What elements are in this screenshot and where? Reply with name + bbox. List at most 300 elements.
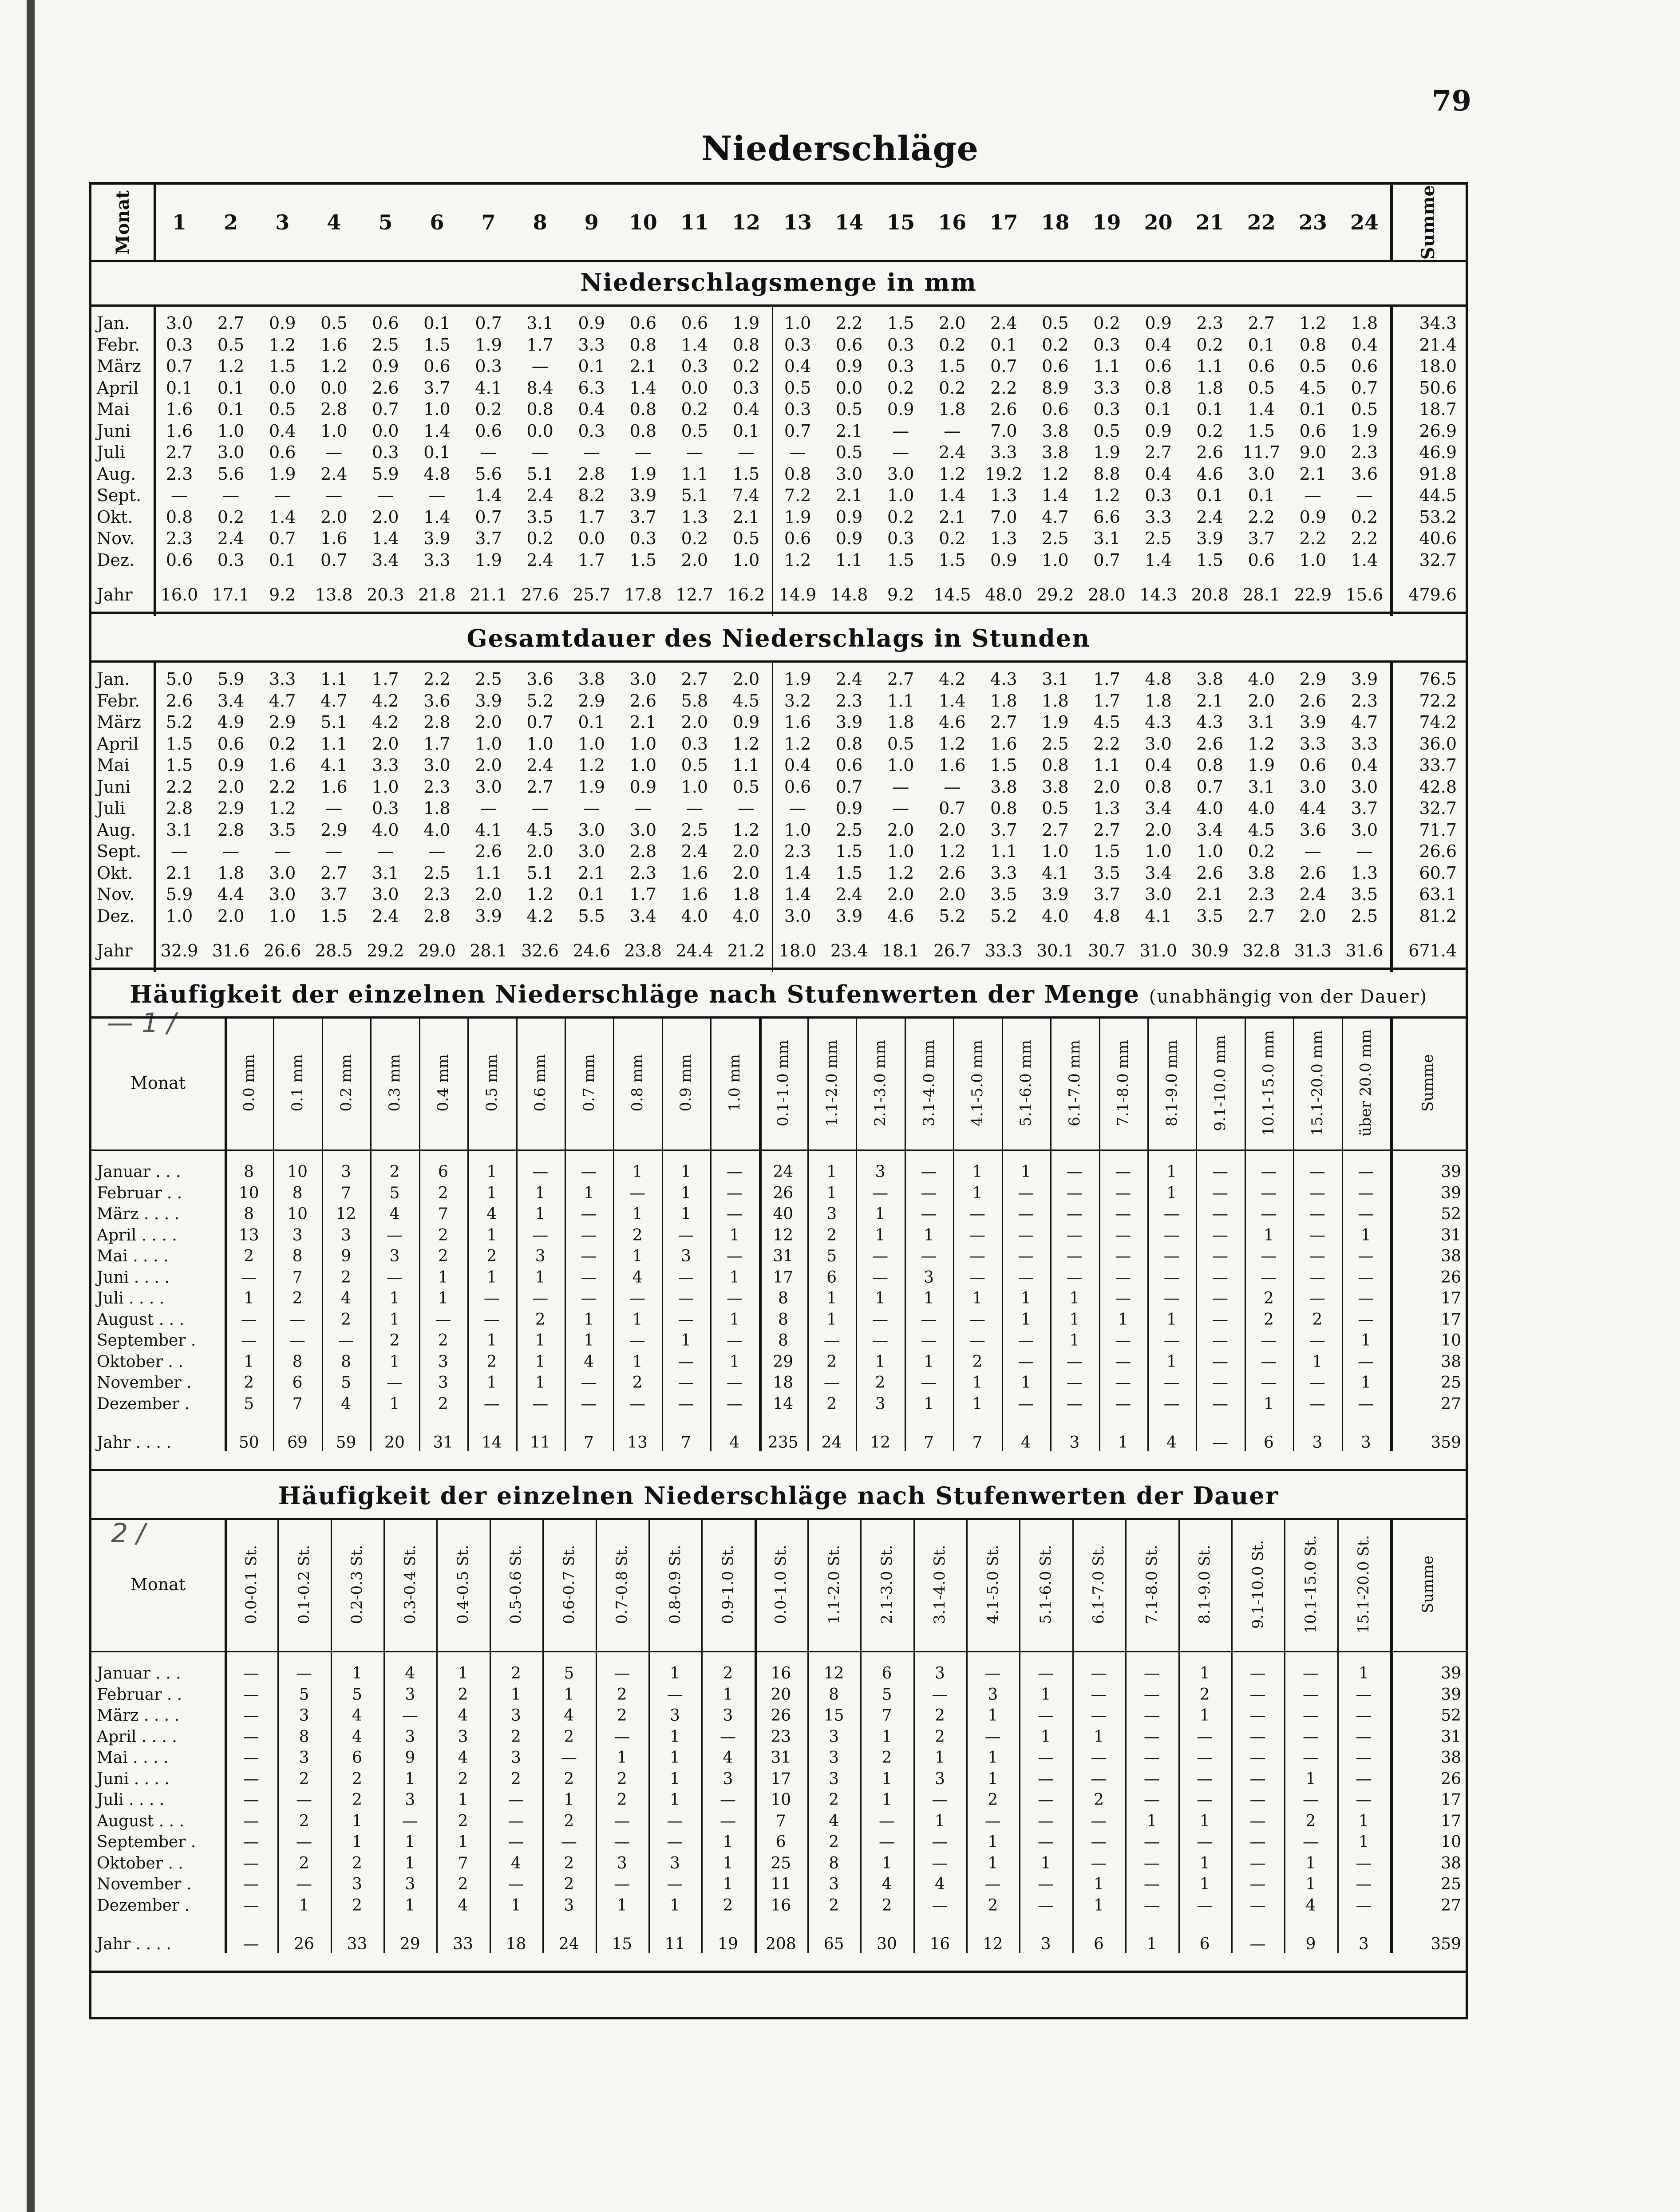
freq-duration-cell: — [243, 1875, 259, 1893]
amount-cell: 0.4 [1351, 335, 1378, 355]
duration-sum-cell: 26.6 [1419, 841, 1457, 861]
duration-cell: 3.9 [1351, 669, 1378, 689]
duration-rule [91, 660, 1466, 663]
duration-row [91, 669, 1466, 691]
freq-amount-cell: — [1163, 1268, 1180, 1287]
freq-duration-cell: 1 [988, 1854, 998, 1872]
amount-cell: 0.3 [784, 335, 811, 355]
freq-duration-month-label: März . . . . [97, 1706, 180, 1725]
freq-amount-cell: — [1358, 1289, 1374, 1307]
duration-cell: 2.0 [732, 863, 760, 883]
amount-cell: 6.6 [1093, 507, 1120, 527]
freq-duration-cell: 5 [299, 1685, 309, 1704]
amount-cell: 1.0 [320, 421, 348, 441]
duration-month-label: Okt. [97, 863, 133, 883]
freq-duration-head-col-label: 7.1-8.0 St. [1142, 1544, 1161, 1624]
freq-amount-cell: 8 [778, 1310, 788, 1329]
duration-cell: 1.2 [887, 863, 914, 883]
freq-duration-cell: — [1143, 1770, 1160, 1788]
amount-cell: 0.2 [681, 529, 708, 548]
amount-cell: 2.3 [166, 464, 193, 484]
amount-cell: 0.4 [1145, 335, 1172, 355]
duration-sum-cell: 60.7 [1419, 863, 1457, 883]
freq-duration-cell: — [243, 1812, 259, 1830]
freq-duration-cell: — [1143, 1664, 1160, 1683]
freq-duration-head-col [277, 1518, 330, 1651]
freq-amount-cell: 1 [584, 1184, 594, 1202]
freq-duration-head-col-label: 15.1-20.0 St. [1355, 1535, 1373, 1634]
duration-year-cell: 32.8 [1242, 941, 1281, 960]
freq-amount-sum-cell: 26 [1441, 1268, 1461, 1287]
freq-amount-head-col [1390, 1016, 1466, 1149]
freq-amount-month-label: April . . . . [97, 1226, 177, 1244]
freq-amount-sum-cell: 38 [1441, 1352, 1461, 1371]
amount-cell: 0.3 [784, 399, 811, 419]
duration-cell: 3.6 [526, 669, 553, 689]
freq-amount-head-col-label: 0.1 mm [289, 1054, 307, 1112]
duration-cell: 3.1 [372, 863, 399, 883]
freq-duration-year-cell: 12 [982, 1935, 1003, 1953]
freq-duration-cell: — [984, 1812, 1001, 1830]
amount-cell: 2.4 [939, 442, 966, 462]
freq-duration-cell: 1 [299, 1896, 309, 1915]
amount-cell: 0.3 [166, 335, 193, 355]
header-hour-23: 23 [1298, 210, 1327, 234]
duration-cell: 3.7 [1351, 798, 1378, 818]
amount-year-cell: 25.7 [573, 585, 610, 604]
freq-duration-cell: — [296, 1791, 312, 1809]
freq-amount-year-cell: — [1212, 1434, 1229, 1452]
freq-amount-subtitle: (unabhängig von der Dauer) [1149, 987, 1427, 1007]
freq-duration-head-col-label: 9.1-10.0 St. [1249, 1540, 1267, 1629]
freq-amount-cell: 1 [535, 1374, 546, 1392]
duration-cell: 4.7 [320, 691, 348, 711]
freq-duration-head-col-label: 0.7-0.8 St. [613, 1544, 631, 1624]
freq-duration-year-cell: 30 [877, 1935, 897, 1953]
duration-cell: 2.8 [423, 906, 451, 926]
duration-cell: 1.0 [166, 906, 193, 926]
freq-duration-cell: 4 [511, 1854, 521, 1872]
freq-duration-cell: — [1197, 1833, 1213, 1851]
freq-duration-cell: 1 [405, 1833, 415, 1851]
amount-cell: 2.7 [166, 442, 193, 462]
amount-cell: 7.0 [990, 421, 1017, 441]
freq-amount-cell: 3 [535, 1247, 546, 1265]
freq-duration-cell: — [1143, 1896, 1160, 1915]
freq-duration-cell: 1 [1358, 1664, 1369, 1683]
duration-cell: — [428, 841, 446, 861]
amount-cell: 3.9 [423, 529, 451, 548]
amount-sum-cell: 53.2 [1419, 507, 1457, 527]
duration-cell: 2.8 [166, 798, 193, 818]
duration-cell: 5.2 [166, 712, 193, 732]
freq-amount-year-cell: 20 [384, 1434, 405, 1452]
freq-duration-cell: 11 [771, 1875, 791, 1893]
duration-cell: 2.6 [629, 691, 656, 711]
freq-duration-cell: 17 [771, 1770, 791, 1788]
freq-duration-cell: 1 [352, 1664, 362, 1683]
duration-cell: — [892, 798, 909, 818]
freq-amount-cell: 1 [972, 1163, 983, 1181]
freq-amount-row [91, 1184, 1466, 1205]
freq-duration-cell: 2 [511, 1727, 521, 1746]
duration-cell: — [222, 841, 240, 861]
duration-cell: 3.9 [835, 906, 863, 926]
amount-cell: 2.7 [217, 313, 245, 333]
duration-cell: 2.3 [423, 777, 451, 797]
amount-cell: 2.4 [990, 313, 1017, 333]
freq-duration-cell: — [1038, 1664, 1054, 1683]
amount-cell: 0.9 [578, 313, 605, 333]
freq-amount-cell: 1 [924, 1352, 934, 1371]
duration-cell: 1.6 [784, 712, 811, 732]
freq-duration-head-col [966, 1518, 1019, 1651]
amount-cell: 3.3 [1093, 378, 1120, 398]
freq-duration-cell: — [1197, 1727, 1213, 1746]
freq-duration-cell: 2 [1305, 1812, 1316, 1830]
duration-cell: 5.5 [578, 906, 605, 926]
freq-duration-cell: 2 [1199, 1685, 1210, 1704]
amount-cell: 1.4 [372, 529, 399, 548]
duration-cell: 3.0 [629, 669, 656, 689]
scan-edge-shadow [27, 0, 35, 2212]
duration-cell: 4.5 [1093, 712, 1120, 732]
amount-cell: 2.5 [1145, 529, 1172, 548]
amount-cell: 0.8 [784, 464, 811, 484]
freq-amount-cell: — [1115, 1394, 1131, 1413]
freq-amount-month-label: Mai . . . . [97, 1247, 169, 1265]
amount-cell: 1.4 [1351, 550, 1378, 570]
amount-row [91, 507, 1466, 529]
duration-cell: 2.3 [1351, 691, 1378, 711]
freq-amount-head-col-label: 15.1-20.0 mm [1308, 1030, 1326, 1136]
amount-cell: 1.4 [1042, 486, 1069, 505]
duration-cell: 1.9 [784, 669, 811, 689]
amount-cell: 2.0 [320, 507, 348, 527]
freq-duration-head-col [1390, 1518, 1466, 1651]
duration-cell: 1.7 [423, 734, 451, 754]
duration-cell: 1.8 [1042, 691, 1069, 711]
amount-year-cell: 14.9 [779, 585, 817, 604]
header-hour-8: 8 [533, 210, 547, 234]
amount-cell: 4.1 [475, 378, 502, 398]
freq-amount-cell: — [386, 1226, 403, 1244]
freq-duration-head-col [807, 1518, 860, 1651]
amount-cell: — [480, 442, 497, 462]
duration-cell: — [171, 841, 188, 861]
freq-duration-cell: 3 [723, 1706, 733, 1725]
duration-cell: 1.4 [784, 863, 811, 883]
freq-duration-cell: — [1143, 1706, 1160, 1725]
amount-cell: 19.2 [985, 464, 1023, 484]
amount-cell: 1.4 [423, 507, 451, 527]
amount-cell: 1.5 [1248, 421, 1275, 441]
freq-duration-cell: 1 [670, 1749, 680, 1767]
freq-duration-cell: — [984, 1727, 1001, 1746]
amount-cell: 1.7 [578, 550, 605, 570]
amount-cell: 0.6 [1248, 550, 1275, 570]
amount-cell: 8.2 [578, 486, 605, 505]
freq-amount-cell: — [289, 1331, 306, 1350]
freq-amount-year-cell: 235 [767, 1434, 798, 1452]
freq-amount-head-col-label: 0.7 mm [580, 1054, 598, 1112]
freq-amount-month-label: Juni . . . . [97, 1268, 170, 1287]
amount-cell: 1.2 [1042, 464, 1069, 484]
freq-amount-cell: — [1212, 1205, 1229, 1223]
amount-cell: 0.1 [269, 550, 296, 570]
freq-amount-cell: 1 [826, 1163, 837, 1181]
amount-cell: 2.6 [372, 378, 399, 398]
freq-duration-cell: 25 [771, 1854, 791, 1872]
amount-cell: 0.2 [939, 378, 966, 398]
freq-duration-cell: 10 [771, 1791, 791, 1809]
freq-amount-cell: 3 [341, 1226, 351, 1244]
freq-duration-cell: 1 [988, 1770, 998, 1788]
freq-amount-cell: 10 [287, 1205, 308, 1223]
freq-amount-head-col-label: Summe [1419, 1054, 1437, 1112]
freq-duration-cell: 3 [829, 1749, 839, 1767]
duration-cell: 5.9 [166, 885, 193, 904]
freq-duration-cell: 8 [829, 1685, 839, 1704]
freq-amount-cell: 2 [438, 1184, 448, 1202]
duration-cell: 5.8 [681, 691, 708, 711]
amount-cell: 1.6 [320, 529, 348, 548]
duration-cell: 2.0 [939, 885, 966, 904]
duration-cell: 2.2 [166, 777, 193, 797]
freq-duration-row [91, 1728, 1466, 1749]
freq-amount-head-col [905, 1016, 953, 1149]
duration-cell: — [944, 777, 961, 797]
freq-amount-cell: — [1115, 1331, 1131, 1350]
duration-cell: 4.2 [526, 906, 553, 926]
duration-cell: 0.5 [1042, 798, 1069, 818]
duration-cell: 1.2 [732, 734, 760, 754]
freq-amount-cell: 1 [729, 1352, 740, 1371]
freq-duration-cell: — [402, 1706, 418, 1725]
freq-amount-cell: — [1115, 1268, 1131, 1287]
freq-amount-row [91, 1353, 1466, 1374]
freq-duration-cell: 2 [1094, 1791, 1104, 1809]
duration-cell: 1.8 [887, 712, 914, 732]
amount-cell: 3.7 [1248, 529, 1275, 548]
page-number: 79 [1431, 84, 1471, 118]
freq-amount-cell: 1 [1166, 1184, 1177, 1202]
amount-cell: 1.5 [732, 464, 760, 484]
amount-cell: 0.6 [1145, 356, 1172, 376]
amount-cell: 0.3 [372, 442, 399, 462]
freq-amount-row [91, 1395, 1466, 1416]
amount-cell: 0.2 [1196, 421, 1223, 441]
freq-amount-cell: 3 [341, 1163, 351, 1181]
duration-cell: 4.0 [1248, 669, 1275, 689]
duration-cell: 0.4 [1145, 755, 1172, 775]
duration-year-cell: 31.6 [212, 941, 250, 960]
duration-year-cell: 18.0 [779, 941, 817, 960]
amount-cell: 1.0 [1042, 550, 1069, 570]
freq-duration-cell: — [1197, 1791, 1213, 1809]
amount-row [91, 550, 1466, 572]
freq-amount-cell: 12 [773, 1226, 794, 1244]
freq-duration-cell: — [1038, 1812, 1054, 1830]
header-hour-21: 21 [1195, 210, 1224, 234]
duration-cell: 2.6 [1299, 691, 1327, 711]
amount-cell: 0.8 [629, 335, 656, 355]
freq-duration-year-label: Jahr . . . . [97, 1935, 171, 1953]
freq-amount-head-col-label: 8.1-9.0 mm [1162, 1039, 1181, 1126]
duration-cell: 3.3 [372, 755, 399, 775]
freq-duration-bottom-rule [91, 1971, 1466, 1973]
freq-duration-year-cell: 29 [399, 1935, 420, 1953]
header-hour-11: 11 [680, 210, 709, 234]
freq-amount-cell: — [921, 1331, 937, 1350]
duration-cell: 4.1 [320, 755, 348, 775]
freq-amount-row [91, 1268, 1466, 1289]
duration-cell: 5.0 [166, 669, 193, 689]
duration-cell: 0.5 [732, 777, 760, 797]
duration-cell: — [789, 798, 806, 818]
freq-amount-cell: — [241, 1310, 257, 1329]
freq-duration-cell: — [1143, 1749, 1160, 1767]
freq-amount-year-cell: 4 [1020, 1434, 1031, 1452]
duration-cell: 3.5 [1351, 885, 1378, 904]
amount-cell: 1.0 [784, 313, 811, 333]
freq-amount-cell: — [1358, 1394, 1374, 1413]
duration-month-label: Jan. [97, 669, 130, 689]
freq-duration-cell: 3 [511, 1749, 521, 1767]
freq-amount-month-label: November . [97, 1374, 192, 1392]
amount-month-label: Juli [97, 442, 126, 462]
freq-duration-cell: 3 [617, 1854, 627, 1872]
amount-cell: 0.6 [1248, 356, 1275, 376]
amount-cell: 11.7 [1242, 442, 1281, 462]
freq-duration-cell: 2 [617, 1685, 627, 1704]
duration-cell: 1.5 [320, 906, 348, 926]
freq-amount-cell: 4 [389, 1205, 400, 1223]
amount-cell: 2.1 [939, 507, 966, 527]
duration-cell: 1.3 [1093, 798, 1120, 818]
amount-cell: 2.1 [1299, 464, 1327, 484]
header-month-label: Monat [112, 190, 133, 255]
duration-cell: 0.5 [681, 755, 708, 775]
duration-cell: 4.2 [372, 712, 399, 732]
duration-cell: 2.5 [1351, 906, 1378, 926]
freq-amount-cell: — [1115, 1352, 1131, 1371]
freq-amount-cell: — [1212, 1184, 1229, 1202]
freq-duration-head-col [1231, 1518, 1284, 1651]
duration-cell: 0.9 [217, 755, 245, 775]
duration-cell: 1.6 [320, 777, 348, 797]
freq-amount-cell: — [1212, 1352, 1229, 1371]
freq-duration-cell: 3 [352, 1875, 362, 1893]
duration-cell: 3.0 [269, 885, 296, 904]
freq-amount-cell: 8 [292, 1352, 303, 1371]
freq-amount-head-col [856, 1016, 904, 1149]
page-title: Niederschläge [701, 129, 979, 168]
freq-amount-cell: — [1309, 1184, 1325, 1202]
amount-cell: 0.6 [835, 335, 863, 355]
duration-cell: 3.5 [1196, 906, 1223, 926]
amount-cell: 3.3 [578, 335, 605, 355]
freq-duration-cell: — [1249, 1854, 1266, 1872]
duration-cell: 3.9 [1299, 712, 1327, 732]
freq-duration-cell: 4 [458, 1706, 468, 1725]
freq-amount-cell: — [1261, 1268, 1277, 1287]
freq-amount-cell: 1 [1166, 1163, 1177, 1181]
freq-amount-cell: — [1261, 1374, 1277, 1392]
amount-cell: 8.4 [526, 378, 553, 398]
freq-amount-cell: — [1261, 1331, 1277, 1350]
freq-amount-month-label: Februar . . [97, 1184, 182, 1202]
freq-amount-cell: 7 [341, 1184, 351, 1202]
amount-cell: 1.4 [939, 486, 966, 505]
freq-duration-cell: — [1143, 1727, 1160, 1746]
freq-amount-cell: — [1358, 1184, 1374, 1202]
duration-cell: 0.6 [1299, 755, 1327, 775]
amount-cell: 1.4 [475, 486, 502, 505]
duration-cell: 4.7 [1351, 712, 1378, 732]
freq-amount-cell: 6 [826, 1268, 837, 1287]
freq-amount-cell: 1 [1312, 1352, 1323, 1371]
freq-duration-cell: 1 [1199, 1875, 1210, 1893]
duration-cell: 3.1 [1042, 669, 1069, 689]
freq-duration-sum-cell: 27 [1441, 1896, 1461, 1915]
duration-cell: 3.1 [1248, 712, 1275, 732]
freq-amount-cell: — [1212, 1331, 1229, 1350]
header-hour-18: 18 [1041, 210, 1070, 234]
freq-amount-cell: — [1018, 1352, 1034, 1371]
amount-cell: 2.4 [526, 486, 553, 505]
freq-amount-cell: 2 [244, 1374, 254, 1392]
freq-amount-cell: — [1066, 1374, 1083, 1392]
freq-duration-row [91, 1875, 1466, 1896]
duration-cell: 2.1 [1196, 885, 1223, 904]
freq-duration-cell: — [1091, 1770, 1107, 1788]
freq-amount-cell: 1 [632, 1247, 643, 1265]
freq-amount-cell: — [969, 1268, 985, 1287]
amount-cell: 3.8 [1042, 421, 1069, 441]
freq-amount-cell: 1 [729, 1310, 740, 1329]
amount-cell: 0.0 [269, 378, 296, 398]
handwritten-mark-2: 2 / [111, 1518, 146, 1549]
amount-cell: 3.7 [475, 529, 502, 548]
duration-cell: 5.9 [217, 669, 245, 689]
amount-row [91, 313, 1466, 335]
freq-amount-cell: 10 [238, 1184, 259, 1202]
duration-cell: 2.8 [217, 820, 245, 840]
amount-row [91, 378, 1466, 399]
amount-row [91, 421, 1466, 442]
duration-cell: 2.3 [784, 841, 811, 861]
duration-cell: 2.9 [320, 820, 348, 840]
freq-duration-cell: — [243, 1791, 259, 1809]
amount-cell: 7.0 [990, 507, 1017, 527]
duration-cell: 1.2 [732, 820, 760, 840]
freq-amount-year-cell: 11 [530, 1434, 551, 1452]
freq-duration-cell: — [614, 1664, 630, 1683]
freq-duration-cell: — [667, 1875, 683, 1893]
amount-cell: 0.6 [1299, 421, 1327, 441]
duration-sum-cell: 74.2 [1419, 712, 1457, 732]
duration-cell: 3.3 [1299, 734, 1327, 754]
freq-duration-cell: 5 [564, 1664, 574, 1683]
duration-month-label: Juni [97, 777, 131, 797]
duration-cell: 3.8 [578, 669, 605, 689]
freq-amount-bottom-rule [91, 1469, 1466, 1471]
duration-cell: 2.6 [1299, 863, 1327, 883]
amount-cell: 0.5 [732, 529, 760, 548]
duration-cell: 1.5 [990, 755, 1017, 775]
freq-amount-month-label: August . . . [97, 1310, 185, 1329]
